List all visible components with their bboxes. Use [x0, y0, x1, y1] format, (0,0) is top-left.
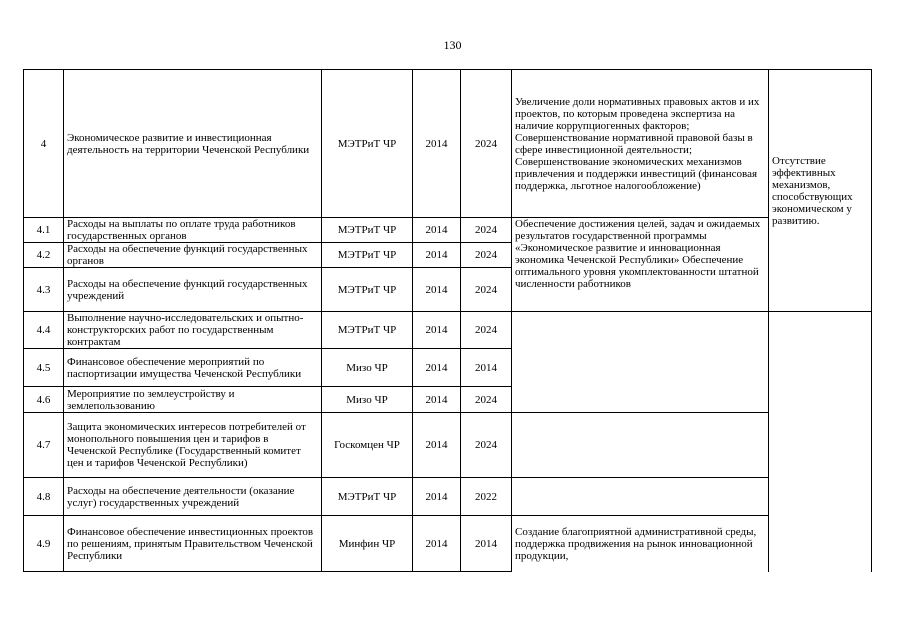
end-year: 2024 [461, 413, 512, 478]
row-number: 4.7 [24, 413, 64, 478]
event-name: Финансовое обеспечение инвестиционных проектов по решениям, принятым Правительством Чеченской Республики [64, 516, 322, 572]
table-row [24, 516, 872, 572]
end-year: 2024 [461, 218, 512, 243]
row-number: 4.1 [24, 218, 64, 243]
executor: МЭТРиТ ЧР [322, 70, 413, 218]
start-year: 2014 [413, 413, 461, 478]
row-number: 4.2 [24, 243, 64, 268]
event-name: Расходы на обеспечение функций государственных органов [64, 243, 322, 268]
executor: Мизо ЧР [322, 387, 413, 413]
expected-result: Увеличение доли нормативных правовых актов и их проектов, по которым проведена экспертиза на наличие коррупциогенных факторов; Совершенствование нормативной правовой базы в сфере инвестиционной деятельности; Совершенствование экономических механизмов привлечения и поддержки инвестиций (финансовая поддержка, льготное налогообложение) [512, 70, 769, 218]
start-year: 2014 [413, 268, 461, 312]
start-year: 2014 [413, 478, 461, 516]
executor: Мизо ЧР [322, 349, 413, 387]
end-year: 2024 [461, 312, 512, 349]
executor: МЭТРиТ ЧР [322, 312, 413, 349]
expected-result: Создание благоприятной административной среды, поддержка продвижения на рынок инновационной продукции, [512, 516, 769, 572]
event-name: Выполнение научно-исследовательских и опытно-конструкторских работ по государственным контрактам [64, 312, 322, 349]
end-year: 2024 [461, 243, 512, 268]
executor: Госкомцен ЧР [322, 413, 413, 478]
start-year: 2014 [413, 312, 461, 349]
program-table [23, 69, 872, 572]
end-year: 2014 [461, 349, 512, 387]
row-number: 4 [24, 70, 64, 218]
end-year: 2022 [461, 478, 512, 516]
start-year: 2014 [413, 387, 461, 413]
executor: Минфин ЧР [322, 516, 413, 572]
expected-result: Обеспечение достижения целей, задач и ожидаемых результатов государственной программы «Экономическое развитие и инновационная экономика Чеченской Республики» Обеспечение оптимального уровня укомплектованности штатной численности работников [512, 218, 769, 312]
row-number: 4.5 [24, 349, 64, 387]
table-row [24, 312, 872, 349]
table-row [24, 478, 872, 516]
page-number: 130 [443, 38, 462, 52]
row-number: 4.4 [24, 312, 64, 349]
executor: МЭТРиТ ЧР [322, 478, 413, 516]
table-row [24, 70, 872, 218]
row-number: 4.3 [24, 268, 64, 312]
event-name: Финансовое обеспечение мероприятий по паспортизации имущества Чеченской Республики [64, 349, 322, 387]
row-number: 4.6 [24, 387, 64, 413]
executor: МЭТРиТ ЧР [322, 268, 413, 312]
row-number: 4.9 [24, 516, 64, 572]
end-year: 2024 [461, 268, 512, 312]
event-name: Расходы на выплаты по оплате труда работников государственных органов [64, 218, 322, 243]
event-name: Экономическое развитие и инвестиционная деятельность на территории Чеченской Республики [64, 70, 322, 218]
consequence-empty [769, 312, 872, 572]
event-name: Расходы на обеспечение деятельности (оказание услуг) государственных учреждений [64, 478, 322, 516]
executor: МЭТРиТ ЧР [322, 218, 413, 243]
end-year: 2014 [461, 516, 512, 572]
start-year: 2014 [413, 243, 461, 268]
event-name: Защита экономических интересов потребителей от монопольного повышения цен и тарифов в Чеченской Республике (Государственный комитет цен и тарифов Чеченской Республики) [64, 413, 322, 478]
expected-result-empty [512, 478, 769, 516]
end-year: 2024 [461, 387, 512, 413]
end-year: 2024 [461, 70, 512, 218]
start-year: 2014 [413, 70, 461, 218]
start-year: 2014 [413, 516, 461, 572]
consequence-of-nonimplementation: Отсутствие эффективных механизмов, способствующих экономическом у развитию. [769, 70, 872, 312]
expected-result-empty [512, 312, 769, 413]
start-year: 2014 [413, 218, 461, 243]
event-name: Расходы на обеспечение функций государственных учреждений [64, 268, 322, 312]
row-number: 4.8 [24, 478, 64, 516]
start-year: 2014 [413, 349, 461, 387]
expected-result-empty [512, 413, 769, 478]
event-name: Мероприятие по землеустройству и землепользованию [64, 387, 322, 413]
table-row [24, 413, 872, 478]
executor: МЭТРиТ ЧР [322, 243, 413, 268]
table-row [24, 218, 872, 243]
